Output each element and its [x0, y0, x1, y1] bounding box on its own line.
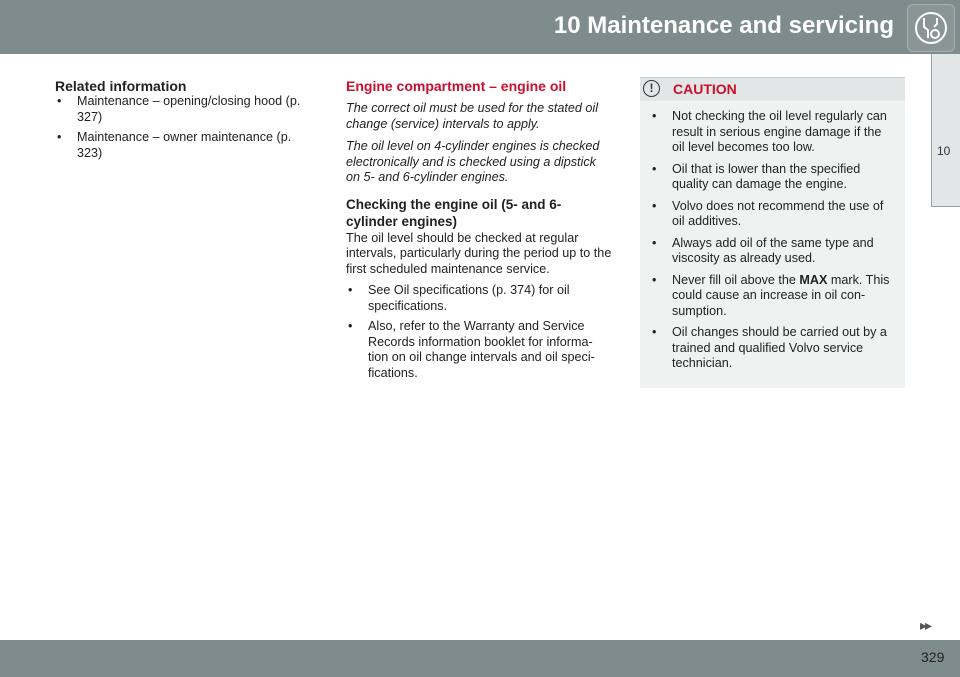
- list-item: [346, 283, 612, 314]
- bullet-icon: •: [652, 161, 657, 176]
- oil-info-list: [346, 283, 612, 381]
- list-item-text: See Oil specifications (p. 374) for oil specifications.: [368, 283, 570, 313]
- caution-item-text: Volvo does not recommend the use of oil additives.: [672, 198, 884, 228]
- intro-paragraph: The correct oil must be used for the stated oil change (service) intervals to apply.: [346, 101, 598, 131]
- caution-item: [650, 325, 895, 372]
- related-links-list: [55, 94, 305, 161]
- bullet-icon: •: [348, 283, 353, 297]
- related-link-text: Maintenance – owner maintenance (p. 323): [77, 130, 292, 160]
- caution-item: [650, 109, 895, 156]
- list-item-text: Also, refer to the Warranty and Service Records information booklet for informa-tion on oil change intervals and oil speci-fications.: [368, 319, 595, 380]
- intro-paragraph: The oil level on 4-cylinder engines is checked electronically and is checked using a dipstick on 5- and 6-cylinder engines.: [346, 139, 600, 184]
- bullet-icon: •: [652, 272, 657, 287]
- page-footer: [0, 640, 960, 677]
- chapter-tab[interactable]: [931, 54, 960, 207]
- related-link-text: Maintenance – opening/closing hood (p. 327): [77, 94, 301, 124]
- related-link[interactable]: [55, 130, 305, 161]
- bullet-icon: •: [348, 319, 353, 333]
- bullet-icon: •: [652, 109, 657, 123]
- caution-item-text: Oil that is lower than the specified quality can damage the engine.: [672, 161, 861, 191]
- chapter-tab-label: 10: [937, 144, 951, 158]
- caution-item: [650, 273, 895, 320]
- caution-header: [640, 77, 905, 101]
- caution-item-text: Always add oil of the same type and viscosity as already used.: [672, 235, 874, 265]
- bullet-icon: •: [57, 130, 62, 144]
- caution-item-text-before: Never fill oil above the: [672, 272, 800, 287]
- caution-item: [650, 236, 895, 267]
- bullet-icon: •: [652, 235, 657, 250]
- caution-item: [650, 199, 895, 230]
- page-header: [0, 0, 960, 54]
- caution-item-text-after: mark. This could cause an increase in oil con-sumption.: [672, 272, 890, 318]
- caution-title: CAUTION: [673, 81, 737, 97]
- caution-item-text: Not checking the oil level regularly can result in serious engine damage if the oil level becomes too low.: [672, 109, 887, 154]
- exclamation-icon: !: [643, 80, 660, 97]
- subsection-heading: Checking the engine oil (5- and 6-cylinder engines): [346, 196, 562, 229]
- list-item: [346, 319, 612, 381]
- body-paragraph: The oil level should be checked at regular intervals, particularly during the period up to the first scheduled maintenance service.: [346, 230, 612, 276]
- page-number: 329: [921, 649, 945, 665]
- engine-oil-section: [346, 78, 612, 386]
- related-information-section: [55, 78, 305, 166]
- caution-box: [640, 77, 905, 388]
- related-information-heading: Related information: [55, 78, 187, 94]
- caution-item-text: Oil changes should be carried out by a trained and qualified Volvo service technician.: [672, 325, 887, 370]
- bullet-icon: •: [652, 198, 657, 213]
- next-page-arrows-icon[interactable]: ▸▸: [920, 617, 931, 633]
- section-title: Engine compartment – engine oil: [346, 78, 567, 94]
- caution-item: [650, 162, 895, 193]
- caution-list: [640, 101, 905, 372]
- wrench-gear-icon: [907, 4, 955, 52]
- max-mark-label: MAX: [799, 272, 828, 287]
- bullet-icon: •: [57, 94, 62, 108]
- related-link[interactable]: [55, 94, 305, 125]
- chapter-title: 10 Maintenance and servicing: [553, 12, 894, 39]
- bullet-icon: •: [652, 325, 657, 339]
